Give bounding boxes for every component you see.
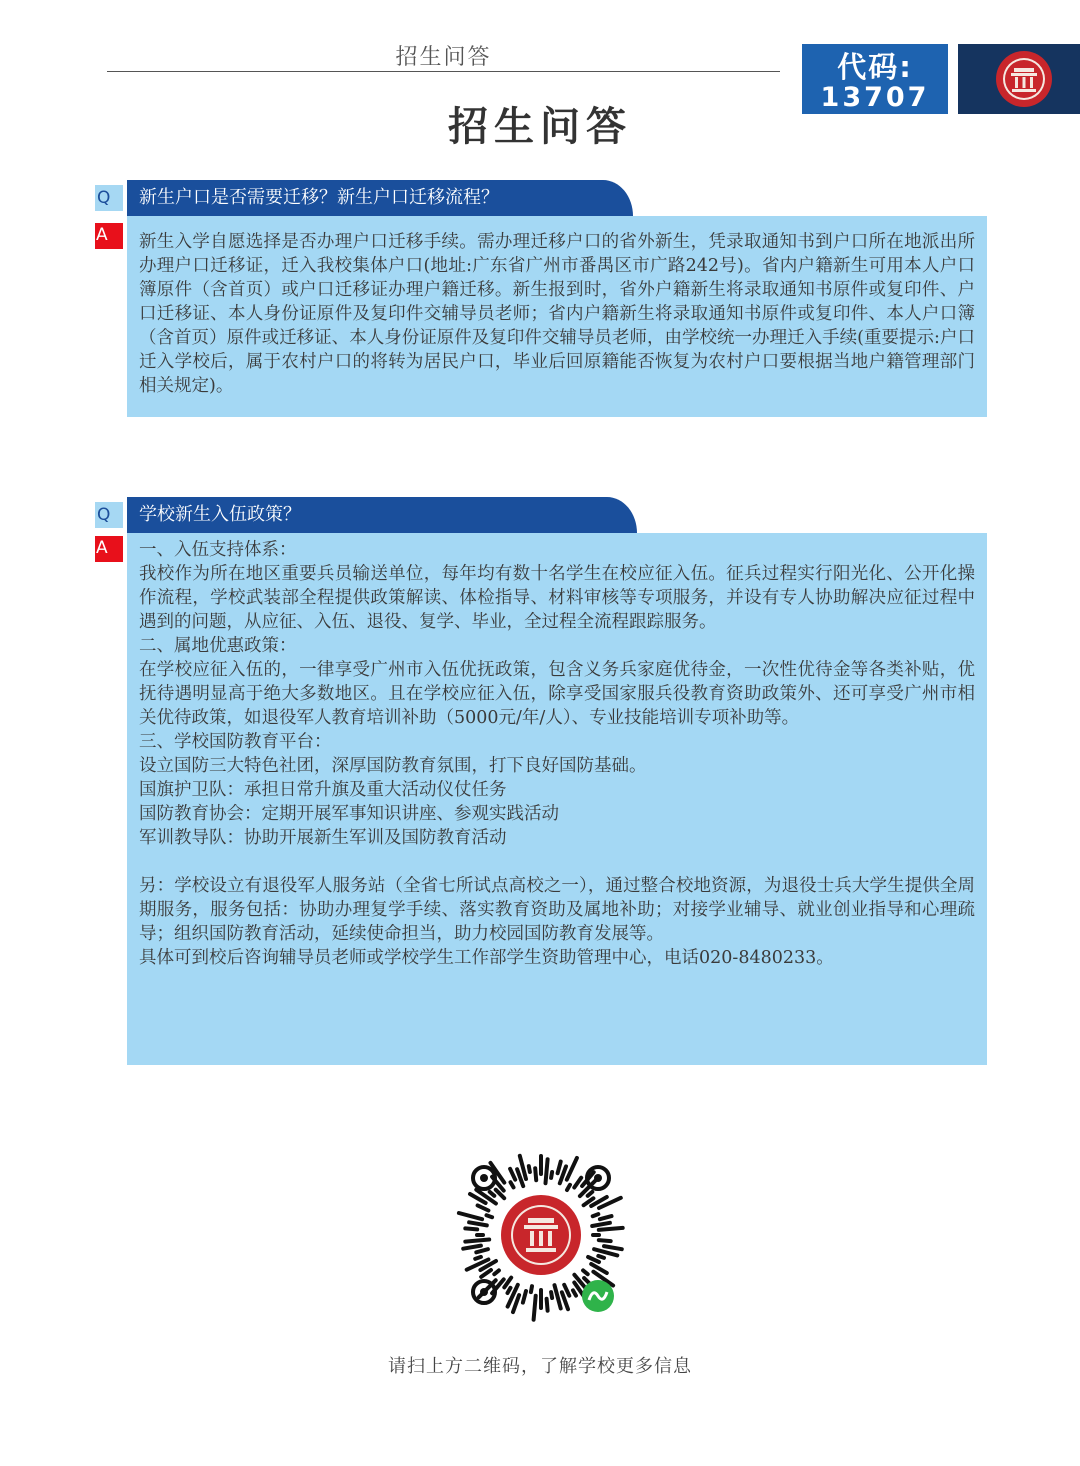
code-value: 13707: [820, 82, 930, 113]
question-marker: Q: [95, 185, 123, 211]
qr-pattern-stroke: [511, 1182, 514, 1187]
qr-pattern-stroke: [531, 1286, 532, 1292]
section-label: 招生问答: [395, 45, 492, 70]
answer-paragraph: 新生入学自愿选择是否办理户口迁移手续。需办理迁移户口的省外新生，凭录取通知书到户口所在地派出所办理户口迁移证，迁入我校集体户口(地址:广东省广州市番禺区市广路242号)。省内户籍新生可用本人户口簿原件（含首页）或户口迁移证办理户籍迁移。新生报到时，省外户籍新生将录取通知书原件或复印件、户口迁移证、本人身份证原件及复印件交辅导员老师；省内户籍新生将录取通知书原件或复印件、本人户口簿（含首页）原件或迁移证、本人身份证原件及复印件交辅导员老师，由学校统一办理迁入手续(重要提示:户口迁入学校后，属于农村户口的将转为居民户口，毕业后回原籍能否恢复为农村户口要根据当地户籍管理部门相关规定)。: [139, 232, 975, 396]
answer-heading: 二、属地优惠政策：: [139, 636, 297, 656]
qr-pattern-stroke: [487, 1215, 493, 1217]
answer-marker: A: [95, 223, 123, 249]
qr-pattern-stroke: [534, 1296, 536, 1320]
qr-pattern-stroke: [475, 1257, 481, 1259]
qr-pattern-stroke: [465, 1228, 477, 1229]
answer-panel: [127, 216, 987, 417]
answer-line: 国防教育协会：定期开展军事知识讲座、参观实践活动: [139, 804, 559, 824]
question-marker: Q: [95, 502, 123, 528]
answer-paragraph: 另：学校设立有退役军人服务站（全省七所试点高校之一），通过整合校地资源，为退役士兵大学生提供全周期服务，服务包括：协助办理复学手续、落实教育资助及属地补助；对接学业辅导、就业创业指导和心理疏导；组织国防教育活动，延续使命担当，助力校园国防教育发展等。: [139, 876, 975, 944]
paragraph-spacer: [139, 850, 975, 874]
code-label: 代码:: [837, 50, 913, 84]
qr-pattern-stroke: [535, 1168, 536, 1180]
qr-pattern-stroke: [465, 1240, 489, 1242]
qr-pattern-stroke: [573, 1290, 576, 1295]
qr-pattern-stroke: [551, 1172, 552, 1178]
answer-paragraph: 在学校应征入伍的，一律享受广州市入伍优抚政策，包含义务兵家庭优待金，一次性优待金等各类补贴，优抚待遇明显高于绝大多数地区。且在学校应征入伍，除享受国家服兵役教育资助政策外、还可享受广州市相关优待政策，如退役军人教育培训补助（5000元/年/人）、专业技能培训专项补助等。: [139, 660, 975, 728]
qr-pattern-stroke: [508, 1288, 511, 1293]
answer-heading: 三、学校国防教育平台：: [139, 732, 332, 752]
question-title: 学校新生入伍政策？: [127, 497, 637, 533]
question-title: 新生户口是否需要迁移？新生户口迁移流程？: [127, 180, 633, 216]
answer-line: 具体可到校后咨询辅导员老师或学校学生工作部学生资助管理中心，电话020-8480233。: [139, 948, 834, 968]
qr-pattern-stroke: [593, 1214, 599, 1216]
qr-pattern-stroke: [551, 1292, 552, 1298]
mini-program-code[interactable]: [446, 1140, 636, 1334]
answer-marker: A: [95, 536, 123, 562]
qr-pattern-stroke: [546, 1159, 548, 1183]
answer-line: 军训教导队：协助开展新生军训及国防教育活动: [139, 828, 507, 848]
qr-pattern-stroke: [599, 1228, 623, 1230]
page-title: 招生问答: [448, 103, 632, 150]
qr-pattern-stroke: [547, 1299, 548, 1311]
answer-line: 设立国防三大特色社团，深厚国防教育氛围，打下良好国防基础。: [139, 756, 647, 776]
qr-pattern-stroke: [598, 1256, 604, 1258]
answer-line: 国旗护卫队：承担日常升旗及重大活动仪仗任务: [139, 780, 507, 800]
answer-panel: [127, 533, 987, 1065]
answer-paragraph: 我校作为所在地区重要兵员输送单位，每年均有数十名学生在校应征入伍。征兵过程实行阳光化、公开化操作流程，学校武装部全程提供政策解读、体检指导、材料审核等专项服务，并设有专人协助解决应征过程中遇到的问题，从应征、入伍、退役、复学、毕业，全过程全流程跟踪服务。: [139, 564, 975, 632]
qr-code-icon[interactable]: [446, 1140, 636, 1330]
header-divider: [107, 71, 780, 72]
qr-pattern-stroke: [567, 1185, 570, 1190]
qr-caption: 请扫上方二维码，了解学校更多信息: [388, 1356, 692, 1377]
qr-pattern-stroke: [599, 1240, 611, 1241]
qr-pattern-stroke: [529, 1166, 530, 1172]
answer-heading: 一、入伍支持体系：: [139, 540, 297, 560]
